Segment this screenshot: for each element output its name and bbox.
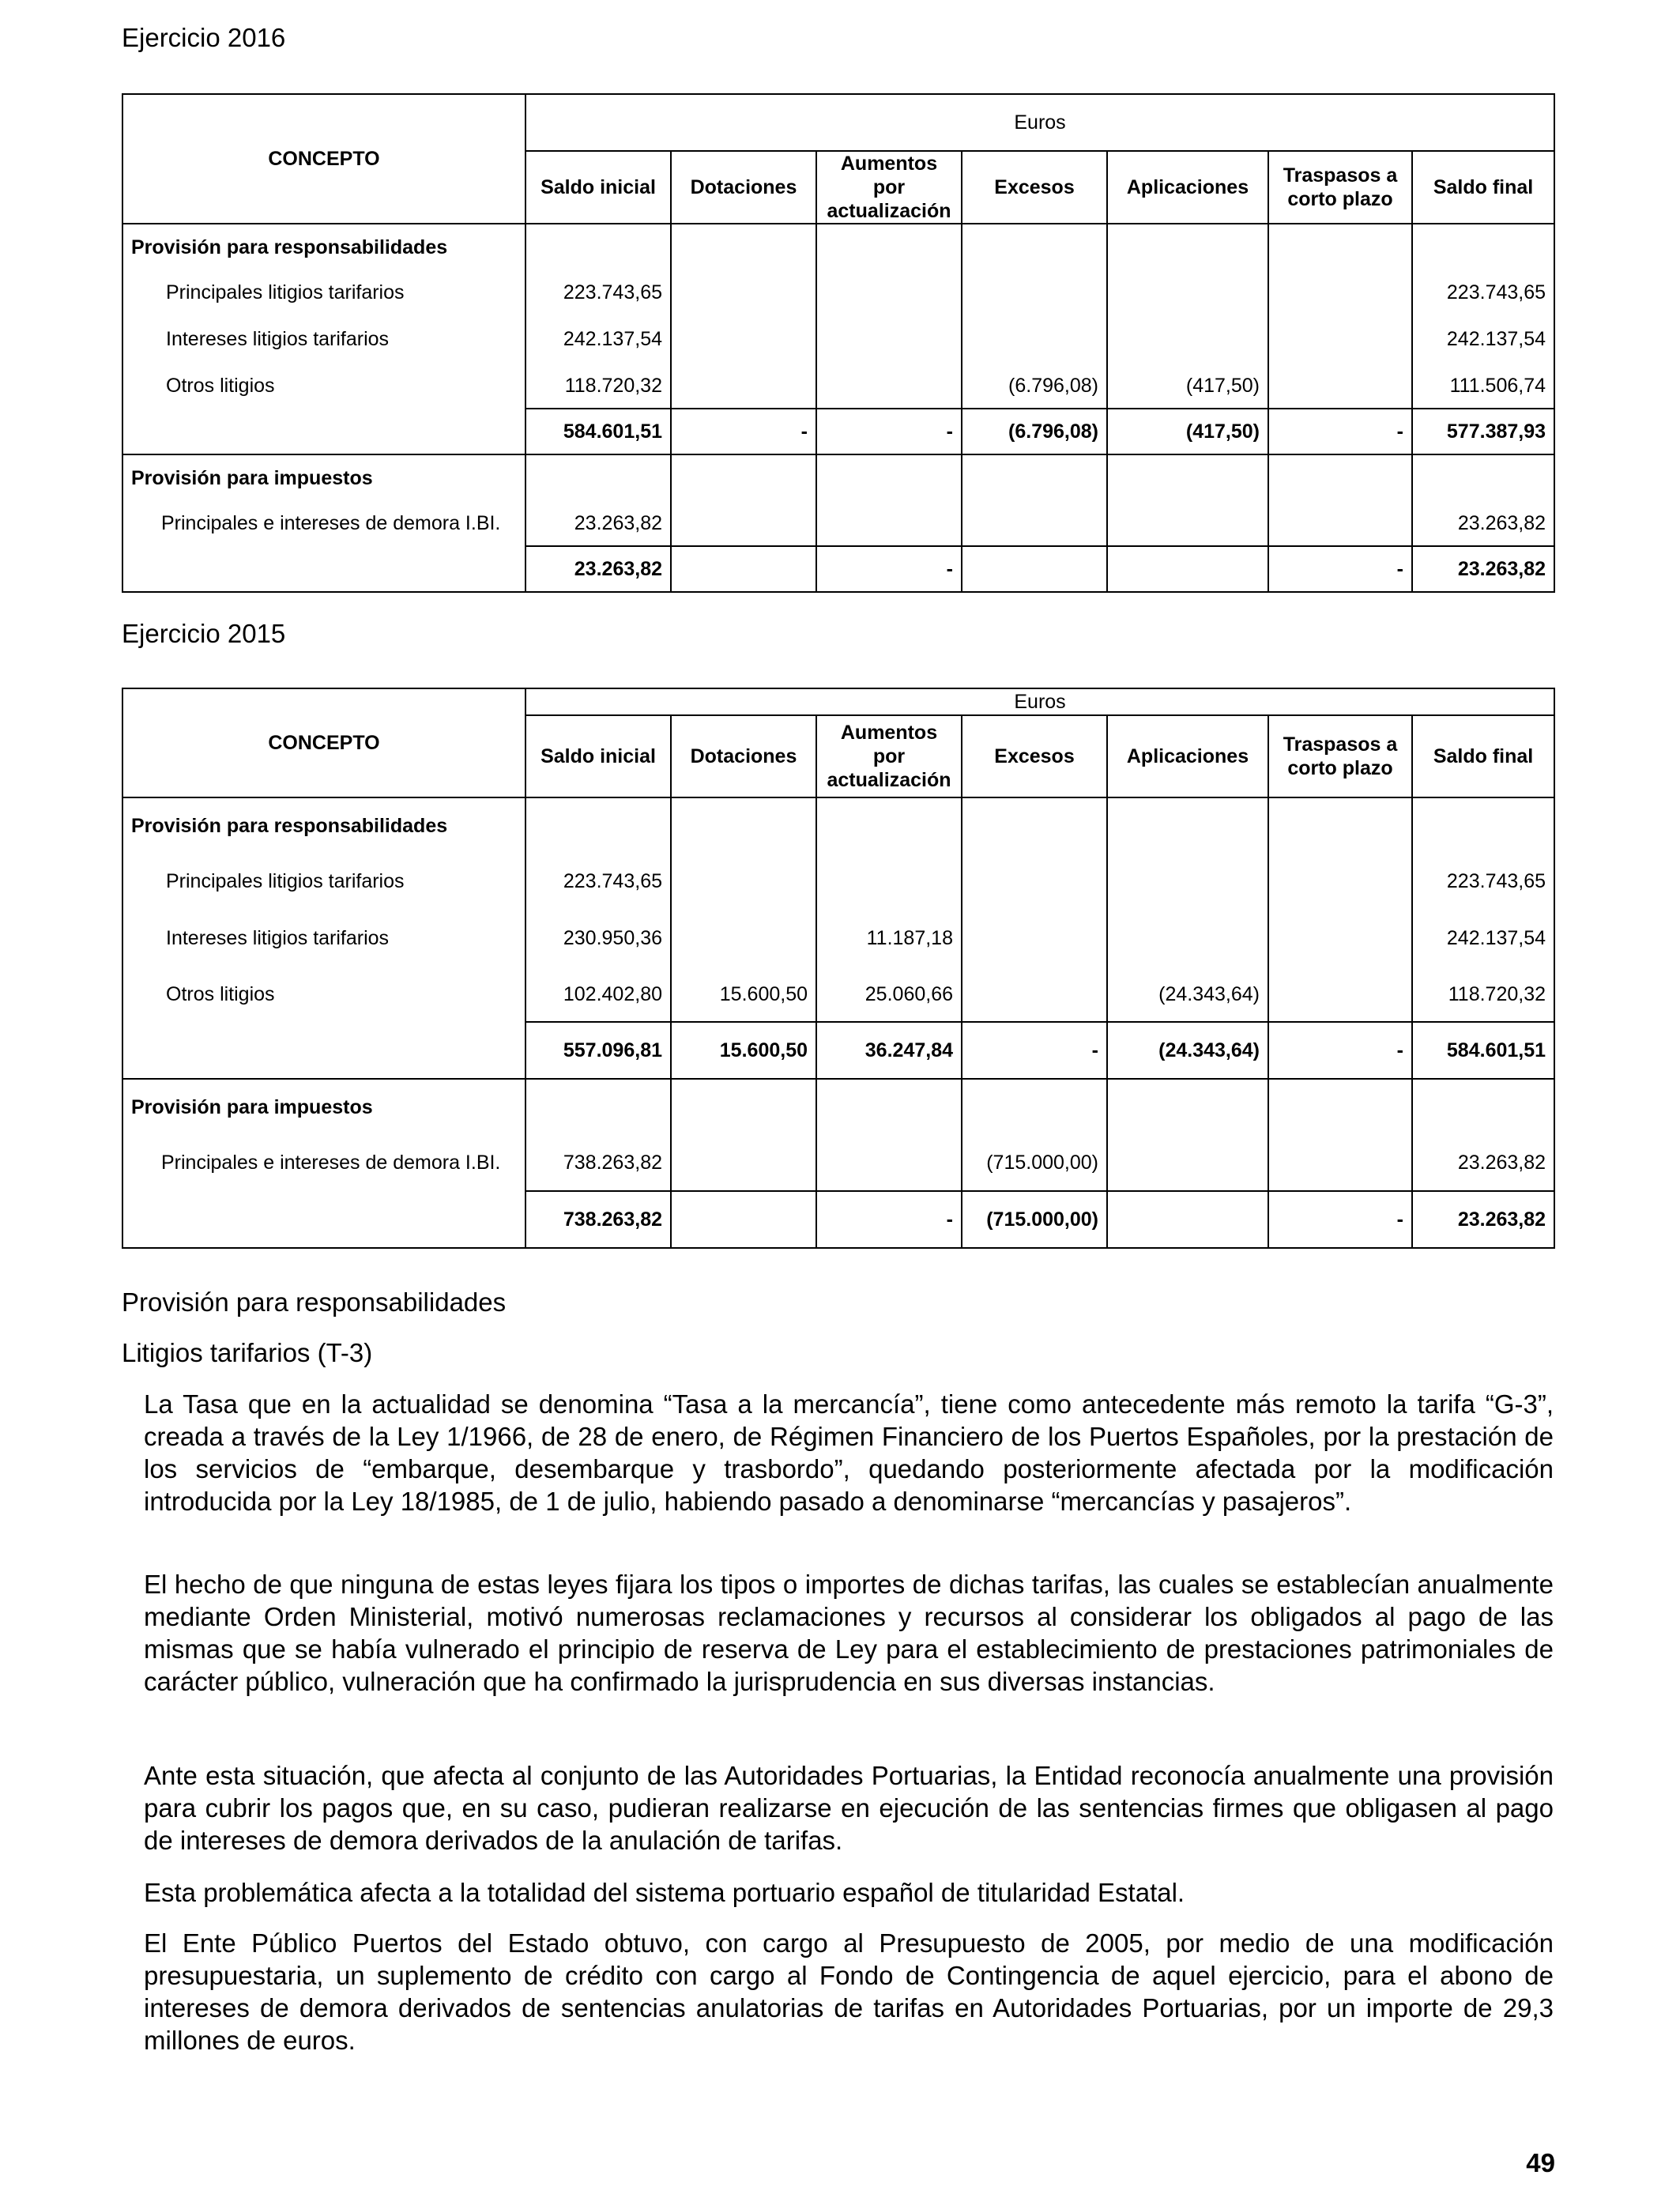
paragraph: La Tasa que en la actualidad se denomina “Tasa a la mercancía”, tiene como antecedente más remoto la tarifa “G-3”, creada a través de la Ley 1/1966, de 28 de enero, de Régimen Financiero de los Puertos Españoles, por la prestación de los servicios de “embarque, desembarque y trasbordo”, quedando posteriormente afectada por la modificación introducida por la Ley 18/1985, de 1 de julio, habiendo pasado a denominarse “mercancías y pasajeros”.: [144, 1389, 1554, 1516]
table-provisiones-2015: [122, 688, 1555, 1249]
cell: 23.263,82: [1412, 1134, 1554, 1191]
header-col: Aumentos por actualización: [816, 151, 962, 224]
cell: [671, 853, 816, 910]
header-euros: Euros: [525, 94, 1554, 151]
cell: [816, 315, 962, 363]
total-cell: (715.000,00): [962, 1191, 1107, 1248]
total-cell: 23.263,82: [1412, 1191, 1554, 1248]
header-col: Aumentos por actualización: [816, 715, 962, 797]
paragraph: El hecho de que ninguna de estas leyes fijara los tipos o importes de dichas tarifas, las cuales se establecían anualmente mediante Orden Ministerial, motivó numerosas reclamaciones y recursos al considerar los obligados al pago de las mismas que se había vulnerado el principio de reserva de Ley para el establecimiento de prestaciones patrimoniales de carácter público, vulneración que ha confirmado la jurisprudencia en sus diversas instancias.: [144, 1570, 1554, 1696]
cell: [1268, 910, 1412, 967]
total-cell: 23.263,82: [1412, 546, 1554, 592]
total-cell: 584.601,51: [525, 409, 671, 454]
header-concepto: CONCEPTO: [122, 94, 525, 224]
cell: [1107, 315, 1268, 363]
cell: 15.600,50: [671, 967, 816, 1022]
total-cell: 15.600,50: [671, 1022, 816, 1079]
header-col: Aplicaciones: [1107, 151, 1268, 224]
cell: [1268, 967, 1412, 1022]
total-cell: [1107, 546, 1268, 592]
total-cell: [962, 546, 1107, 592]
total-cell: 36.247,84: [816, 1022, 962, 1079]
total-cell: -: [1268, 1191, 1412, 1248]
total-cell: -: [1268, 1022, 1412, 1079]
header-col: Aplicaciones: [1107, 715, 1268, 797]
total-cell: -: [816, 409, 962, 454]
table-row: [122, 967, 1554, 1022]
cell: [962, 853, 1107, 910]
section-row: [122, 224, 1554, 270]
cell: 223.743,65: [525, 853, 671, 910]
total-cell: -: [816, 546, 962, 592]
row-label: Otros litigios: [122, 967, 525, 1022]
cell: 102.402,80: [525, 967, 671, 1022]
cell: [671, 910, 816, 967]
header-col: Saldo inicial: [525, 715, 671, 797]
cell: 230.950,36: [525, 910, 671, 967]
cell: 738.263,82: [525, 1134, 671, 1191]
total-cell: -: [671, 409, 816, 454]
section-title-responsabilidades: Provisión para responsabilidades: [122, 797, 525, 853]
header-col: Dotaciones: [671, 151, 816, 224]
table-row: [122, 910, 1554, 967]
paragraph: El Ente Público Puertos del Estado obtuvo, con cargo al Presupuesto de 2005, por medio de una modificación presupuestaria, un suplemento de crédito con cargo al Fondo de Contingencia de aquel ejercicio, para el abono de intereses de demora derivados de sentencias anulatorias de tarifas en Autoridades Portuarias, por un importe de 29,3 millones de euros.: [144, 1928, 1554, 2055]
cell: 11.187,18: [816, 910, 962, 967]
header-col: Excesos: [962, 151, 1107, 224]
cell: [1107, 270, 1268, 315]
cell: [671, 270, 816, 315]
cell: [1107, 1134, 1268, 1191]
total-cell: [1107, 1191, 1268, 1248]
row-label: Principales e intereses de demora I.BI.: [122, 1134, 525, 1191]
total-cell: -: [1268, 546, 1412, 592]
total-cell: -: [816, 1191, 962, 1248]
header-col: Saldo inicial: [525, 151, 671, 224]
paragraph: Esta problemática afecta a la totalidad del sistema portuario español de titularidad Estatal.: [144, 1878, 1185, 1907]
row-label: Intereses litigios tarifarios: [122, 910, 525, 967]
row-label: Principales litigios tarifarios: [122, 270, 525, 315]
cell: 23.263,82: [1412, 500, 1554, 546]
page-number: 49: [1526, 2148, 1555, 2177]
table-row: [122, 270, 1554, 315]
header-euros: Euros: [525, 688, 1554, 715]
cell: [1268, 363, 1412, 409]
total-cell: 584.601,51: [1412, 1022, 1554, 1079]
cell: [1268, 1134, 1412, 1191]
cell: 23.263,82: [525, 500, 671, 546]
cell: [962, 315, 1107, 363]
table-provisiones-2016: [122, 93, 1555, 593]
total-row: [122, 1022, 1554, 1079]
table-row: [122, 500, 1554, 546]
total-cell: (24.343,64): [1107, 1022, 1268, 1079]
header-row-euros: [122, 94, 1554, 151]
cell: 223.743,65: [1412, 853, 1554, 910]
cell: [962, 270, 1107, 315]
cell: (6.796,08): [962, 363, 1107, 409]
row-label: Intereses litigios tarifarios: [122, 315, 525, 363]
table-row: [122, 315, 1554, 363]
section-title-responsabilidades: Provisión para responsabilidades: [122, 224, 525, 270]
cell: [1268, 500, 1412, 546]
cell: 223.743,65: [1412, 270, 1554, 315]
total-cell: 557.096,81: [525, 1022, 671, 1079]
table-row: [122, 1134, 1554, 1191]
cell: [671, 1134, 816, 1191]
header-col: Saldo final: [1412, 151, 1554, 224]
cell: [816, 363, 962, 409]
cell: [1268, 270, 1412, 315]
total-row: [122, 1191, 1554, 1248]
section-row: [122, 1079, 1554, 1134]
cell: 118.720,32: [525, 363, 671, 409]
cell: 242.137,54: [1412, 315, 1554, 363]
cell: [962, 967, 1107, 1022]
cell: [816, 853, 962, 910]
cell: (417,50): [1107, 363, 1268, 409]
total-cell: [671, 1191, 816, 1248]
section-title: Provisión para responsabilidades: [122, 1287, 507, 1317]
header-col: Traspasos a corto plazo: [1268, 715, 1412, 797]
cell: [1268, 853, 1412, 910]
paragraph: Ante esta situación, que afecta al conjunto de las Autoridades Portuarias, la Entidad reconocía anualmente una provisión para cubrir los pagos que, en su caso, pudieran realizarse en ejecución de las sentencias firmes que obligasen al pago de intereses de demora derivados de la anulación de tarifas.: [144, 1761, 1554, 1855]
cell: 25.060,66: [816, 967, 962, 1022]
cell: [671, 315, 816, 363]
cell: 242.137,54: [1412, 910, 1554, 967]
total-cell: 23.263,82: [525, 546, 671, 592]
total-cell: -: [1268, 409, 1412, 454]
total-cell: -: [962, 1022, 1107, 1079]
cell: 242.137,54: [525, 315, 671, 363]
cell: (24.343,64): [1107, 967, 1268, 1022]
table-row: [122, 363, 1554, 409]
table-row: [122, 853, 1554, 910]
heading-ejercicio-2016: Ejercicio 2016: [122, 23, 286, 52]
cell: (715.000,00): [962, 1134, 1107, 1191]
header-col: Saldo final: [1412, 715, 1554, 797]
row-label: Principales litigios tarifarios: [122, 853, 525, 910]
header-col: Dotaciones: [671, 715, 816, 797]
total-cell: (417,50): [1107, 409, 1268, 454]
cell: 111.506,74: [1412, 363, 1554, 409]
cell: [1107, 500, 1268, 546]
total-cell: 577.387,93: [1412, 409, 1554, 454]
header-col: Traspasos a corto plazo: [1268, 151, 1412, 224]
section-row: [122, 797, 1554, 853]
header-col: Excesos: [962, 715, 1107, 797]
row-label: Otros litigios: [122, 363, 525, 409]
heading-ejercicio-2015: Ejercicio 2015: [122, 619, 286, 648]
total-row: [122, 546, 1554, 592]
row-label: Principales e intereses de demora I.BI.: [122, 500, 525, 546]
header-concepto: CONCEPTO: [122, 688, 525, 797]
cell: 223.743,65: [525, 270, 671, 315]
header-row-euros: [122, 688, 1554, 715]
cell: [1268, 315, 1412, 363]
cell: [962, 500, 1107, 546]
cell: [816, 1134, 962, 1191]
cell: [816, 270, 962, 315]
cell: 118.720,32: [1412, 967, 1554, 1022]
cell: [671, 363, 816, 409]
section-row: [122, 454, 1554, 500]
total-cell: [671, 546, 816, 592]
cell: [816, 500, 962, 546]
subsection-title: Litigios tarifarios (T-3): [122, 1338, 373, 1367]
cell: [962, 910, 1107, 967]
cell: [1107, 910, 1268, 967]
section-title-impuestos: Provisión para impuestos: [122, 1079, 525, 1134]
total-row: [122, 409, 1554, 454]
total-cell: 738.263,82: [525, 1191, 671, 1248]
cell: [671, 500, 816, 546]
cell: [1107, 853, 1268, 910]
section-title-impuestos: Provisión para impuestos: [122, 454, 525, 500]
total-cell: (6.796,08): [962, 409, 1107, 454]
